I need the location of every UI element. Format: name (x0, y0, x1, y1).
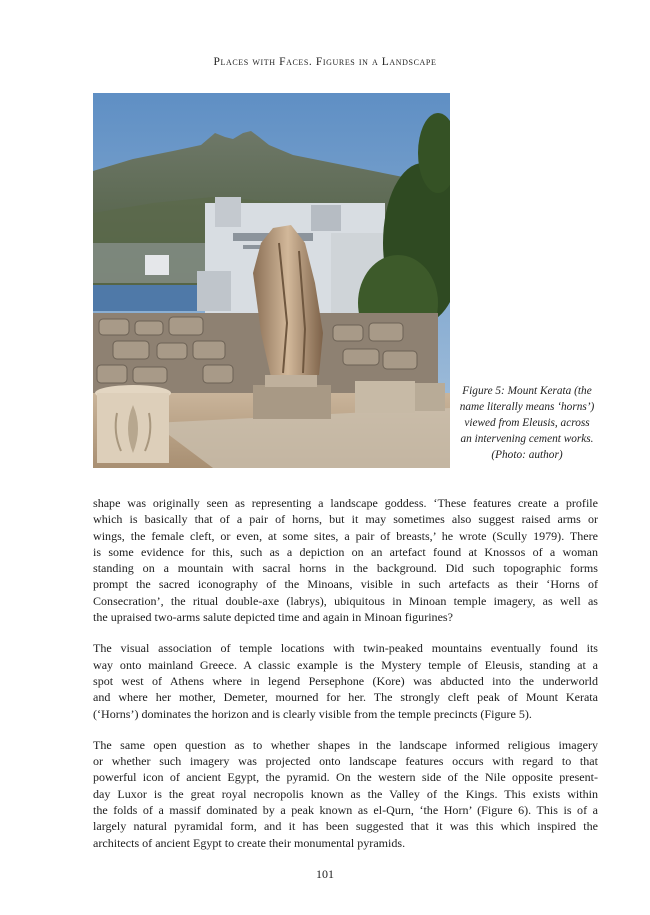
text-line: prompt the sacred iconography of the Minoans, visible in such artefacts as their ‘Horns of (93, 577, 598, 592)
text-line: Consecration’, the ritual double-axe (labrys), ubiquitous in Minoan temple imagery, as well as (93, 593, 598, 608)
caption-line: an intervening cement works. (460, 433, 594, 445)
text-line: spot west of Athens where in legend Persephone (Kore) was abducted into the underworld (93, 673, 598, 688)
text-line: the folds of a massif dominated by a peak known as el-Qurn, ‘the Horn’ (Figure 6). This is of a (93, 803, 598, 818)
text-line: day Luxor is the great royal necropolis known as the Valley of the Kings. This exists within (93, 786, 598, 801)
caption-line: viewed from Eleusis, across (464, 417, 590, 429)
text-line: wings, the female cleft, or even, at some sites, a pair of breasts,’ he wrote (Scully 1979). There (93, 528, 598, 543)
text-line: or whether such imagery was projected onto landscape features occurs with regard to that (93, 754, 598, 769)
caption-line: (Photo: author) (491, 449, 563, 461)
body-text (93, 495, 598, 866)
page-number: 101 (316, 867, 334, 881)
text-line: (‘Horns’) dominates the horizon and is clearly visible from the temple precincts (Figure 5). (93, 706, 532, 721)
caption-line: name literally means ‘horns’) (459, 401, 595, 413)
text-line: powerful icon of ancient Egypt, the pyramid. On the western side of the Nile opposite present- (93, 770, 598, 785)
caption-line: Figure 5: Mount Kerata (the (462, 385, 592, 397)
figure-caption (456, 383, 598, 463)
text-line: is some evidence for this, such as a depiction on an artefact found at Knossos of a woman (93, 544, 598, 559)
running-head: Places with Faces. Figures in a Landscape (213, 56, 437, 68)
text-line: which is basically that of a pair of horns, but it may sometimes also suggest raised arms or (93, 512, 598, 527)
text-line: standing on a mountain with sacral horns in the background. Did such topographic forms (93, 561, 598, 576)
figure-photo (93, 93, 450, 468)
text-line: The same open question as to whether shapes in the landscape informed religious imagery (93, 737, 598, 752)
paragraph (93, 640, 598, 721)
text-line: way onto mainland Greece. A classic example is the Mystery temple of Eleusis, standing at a (93, 657, 598, 672)
text-line: shape was originally seen as representing a landscape goddess. ‘These features create a profile (93, 496, 598, 510)
paragraph (93, 737, 598, 851)
text-line: The visual association of temple locations with twin-peaked mountains eventually found its (93, 641, 598, 656)
text-line: architects of ancient Egypt to create their monumental pyramids. (93, 835, 406, 850)
text-line: and where her mother, Demeter, mourned for her. The strongly cleft peak of Mount Kerata (93, 690, 598, 705)
text-line: the upraised two-arms salute depicted time and again in Minoan figurines? (93, 610, 453, 625)
text-line: largely natural pyramidal form, and it has been suggested that it was this which inspired the (93, 819, 598, 834)
paragraph (93, 495, 598, 625)
